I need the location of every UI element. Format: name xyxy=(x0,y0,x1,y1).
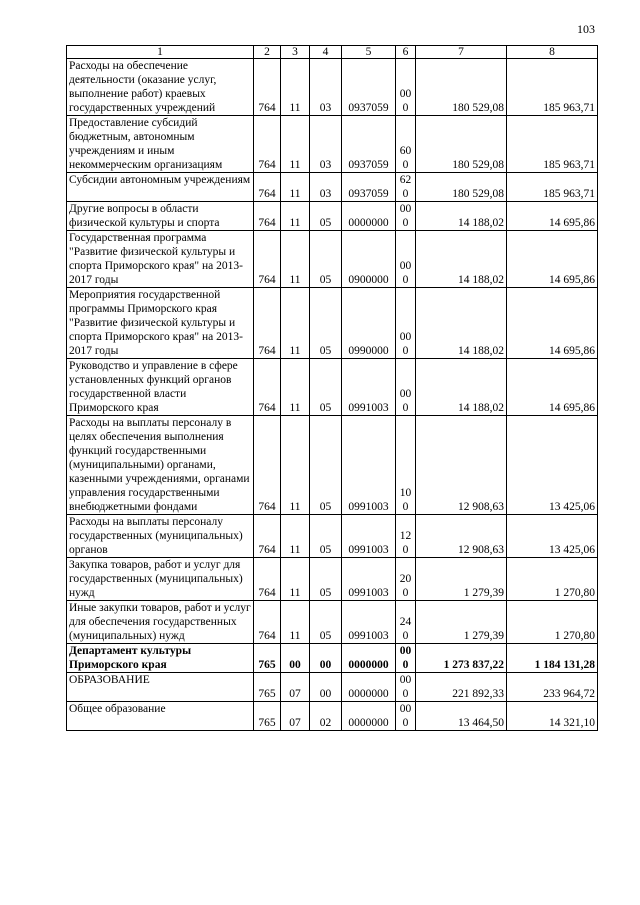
row-amount-2014: 221 892,33 xyxy=(416,673,507,702)
row-subsection: 00 xyxy=(310,644,342,673)
row-expense-type: 000 xyxy=(396,288,416,359)
row-amount-2014: 1 279,39 xyxy=(416,601,507,644)
row-amount-2015: 14 695,86 xyxy=(507,202,598,231)
row-admin-code: 764 xyxy=(254,59,281,116)
row-amount-2015: 14 321,10 xyxy=(507,702,598,731)
row-section: 11 xyxy=(281,288,310,359)
row-subsection: 03 xyxy=(310,59,342,116)
row-section: 07 xyxy=(281,702,310,731)
row-name: Другие вопросы в области физической культуры и спорта xyxy=(67,202,254,231)
row-subsection: 02 xyxy=(310,702,342,731)
row-amount-2015: 1 270,80 xyxy=(507,558,598,601)
row-amount-2014: 1 273 837,22 xyxy=(416,644,507,673)
row-amount-2015: 14 695,86 xyxy=(507,288,598,359)
row-target-code: 0990000 xyxy=(342,288,396,359)
row-section: 07 xyxy=(281,673,310,702)
row-amount-2014: 1 279,39 xyxy=(416,558,507,601)
row-amount-2015: 185 963,71 xyxy=(507,59,598,116)
row-amount-2015: 1 184 131,28 xyxy=(507,644,598,673)
row-expense-type: 600 xyxy=(396,116,416,173)
row-expense-type: 100 xyxy=(396,416,416,515)
row-amount-2015: 1 270,80 xyxy=(507,601,598,644)
row-expense-type: 000 xyxy=(396,59,416,116)
row-amount-2015: 185 963,71 xyxy=(507,116,598,173)
table-row xyxy=(67,515,598,558)
table-row xyxy=(67,359,598,416)
row-admin-code: 764 xyxy=(254,558,281,601)
row-expense-type: 620 xyxy=(396,173,416,202)
table-row xyxy=(67,673,598,702)
row-admin-code: 764 xyxy=(254,202,281,231)
row-target-code: 0937059 xyxy=(342,116,396,173)
row-amount-2014: 14 188,02 xyxy=(416,288,507,359)
row-expense-type: 000 xyxy=(396,644,416,673)
table-row xyxy=(67,601,598,644)
column-header: 4 xyxy=(310,46,342,59)
row-subsection: 05 xyxy=(310,601,342,644)
row-amount-2014: 13 464,50 xyxy=(416,702,507,731)
row-name: Расходы на выплаты персоналу государственных (муниципальных) органов xyxy=(67,515,254,558)
row-section: 11 xyxy=(281,202,310,231)
table-row xyxy=(67,416,598,515)
row-admin-code: 764 xyxy=(254,173,281,202)
row-amount-2014: 14 188,02 xyxy=(416,359,507,416)
table-row xyxy=(67,173,598,202)
table-row xyxy=(67,231,598,288)
row-name: Иные закупки товаров, работ и услуг для обеспечения государственных (муниципальных) нужд xyxy=(67,601,254,644)
row-name: Расходы на обеспечение деятельности (оказание услуг, выполнение работ) краевых государственных учреждений xyxy=(67,59,254,116)
table-row xyxy=(67,116,598,173)
row-section: 11 xyxy=(281,116,310,173)
row-admin-code: 764 xyxy=(254,231,281,288)
row-target-code: 0000000 xyxy=(342,702,396,731)
row-section: 11 xyxy=(281,515,310,558)
row-name: Мероприятия государственной программы Приморского края "Развитие физической культуры и спорта Приморского края" на 2013-2017 годы xyxy=(67,288,254,359)
table-row xyxy=(67,702,598,731)
row-expense-type: 240 xyxy=(396,601,416,644)
row-admin-code: 764 xyxy=(254,116,281,173)
row-amount-2015: 14 695,86 xyxy=(507,359,598,416)
table-row xyxy=(67,202,598,231)
row-section: 11 xyxy=(281,173,310,202)
row-admin-code: 764 xyxy=(254,288,281,359)
column-header: 1 xyxy=(67,46,254,59)
row-target-code: 0000000 xyxy=(342,644,396,673)
row-subsection: 00 xyxy=(310,673,342,702)
row-amount-2015: 185 963,71 xyxy=(507,173,598,202)
row-amount-2015: 13 425,06 xyxy=(507,416,598,515)
row-target-code: 0000000 xyxy=(342,673,396,702)
row-section: 11 xyxy=(281,558,310,601)
row-expense-type: 000 xyxy=(396,231,416,288)
row-subsection: 05 xyxy=(310,515,342,558)
row-section: 11 xyxy=(281,416,310,515)
row-name: Субсидии автономным учреждениям xyxy=(67,173,254,202)
row-target-code: 0937059 xyxy=(342,173,396,202)
row-name: Расходы на выплаты персоналу в целях обеспечения выполнения функций государственными (муниципальными) органами, казенными учреждениями, органами управления государственными внебюджетными фондами xyxy=(67,416,254,515)
row-subsection: 03 xyxy=(310,116,342,173)
row-admin-code: 764 xyxy=(254,416,281,515)
row-amount-2015: 13 425,06 xyxy=(507,515,598,558)
row-target-code: 0991003 xyxy=(342,416,396,515)
row-subsection: 05 xyxy=(310,202,342,231)
row-expense-type: 000 xyxy=(396,359,416,416)
row-amount-2014: 14 188,02 xyxy=(416,202,507,231)
row-amount-2014: 12 908,63 xyxy=(416,515,507,558)
row-name: Предоставление субсидий бюджетным, автономным учреждениям и иным некоммерческим организациям xyxy=(67,116,254,173)
row-subsection: 05 xyxy=(310,359,342,416)
row-section: 11 xyxy=(281,359,310,416)
row-target-code: 0991003 xyxy=(342,558,396,601)
budget-table xyxy=(66,45,598,731)
row-name: ОБРАЗОВАНИЕ xyxy=(67,673,254,702)
row-amount-2014: 180 529,08 xyxy=(416,116,507,173)
row-target-code: 0000000 xyxy=(342,202,396,231)
row-section: 11 xyxy=(281,59,310,116)
row-admin-code: 764 xyxy=(254,515,281,558)
column-header: 2 xyxy=(254,46,281,59)
row-target-code: 0991003 xyxy=(342,601,396,644)
row-admin-code: 764 xyxy=(254,601,281,644)
row-amount-2015: 233 964,72 xyxy=(507,673,598,702)
row-section: 00 xyxy=(281,644,310,673)
column-header: 8 xyxy=(507,46,598,59)
row-amount-2014: 180 529,08 xyxy=(416,173,507,202)
table-row xyxy=(67,288,598,359)
row-name: Закупка товаров, работ и услуг для государственных (муниципальных) нужд xyxy=(67,558,254,601)
column-header: 7 xyxy=(416,46,507,59)
row-name: Руководство и управление в сфере установленных функций органов государственной власти Приморского края xyxy=(67,359,254,416)
row-target-code: 0900000 xyxy=(342,231,396,288)
row-section: 11 xyxy=(281,231,310,288)
row-expense-type: 000 xyxy=(396,673,416,702)
row-amount-2014: 12 908,63 xyxy=(416,416,507,515)
row-subsection: 05 xyxy=(310,288,342,359)
row-name: Государственная программа "Развитие физической культуры и спорта Приморского края" на 2013-2017 годы xyxy=(67,231,254,288)
row-expense-type: 200 xyxy=(396,558,416,601)
row-subsection: 05 xyxy=(310,231,342,288)
row-admin-code: 765 xyxy=(254,673,281,702)
row-subsection: 03 xyxy=(310,173,342,202)
table-header-row xyxy=(67,46,598,59)
table-row xyxy=(67,59,598,116)
row-amount-2015: 14 695,86 xyxy=(507,231,598,288)
row-target-code: 0937059 xyxy=(342,59,396,116)
table-row xyxy=(67,644,598,673)
row-name: Департамент культуры Приморского края xyxy=(67,644,254,673)
row-subsection: 05 xyxy=(310,416,342,515)
row-subsection: 05 xyxy=(310,558,342,601)
row-target-code: 0991003 xyxy=(342,359,396,416)
column-header: 5 xyxy=(342,46,396,59)
row-name: Общее образование xyxy=(67,702,254,731)
row-admin-code: 765 xyxy=(254,702,281,731)
row-admin-code: 764 xyxy=(254,359,281,416)
row-amount-2014: 14 188,02 xyxy=(416,231,507,288)
row-expense-type: 000 xyxy=(396,702,416,731)
page-number: 103 xyxy=(577,22,595,36)
table-row xyxy=(67,558,598,601)
row-amount-2014: 180 529,08 xyxy=(416,59,507,116)
column-header: 6 xyxy=(396,46,416,59)
row-admin-code: 765 xyxy=(254,644,281,673)
row-expense-type: 120 xyxy=(396,515,416,558)
row-section: 11 xyxy=(281,601,310,644)
row-target-code: 0991003 xyxy=(342,515,396,558)
row-expense-type: 000 xyxy=(396,202,416,231)
column-header: 3 xyxy=(281,46,310,59)
